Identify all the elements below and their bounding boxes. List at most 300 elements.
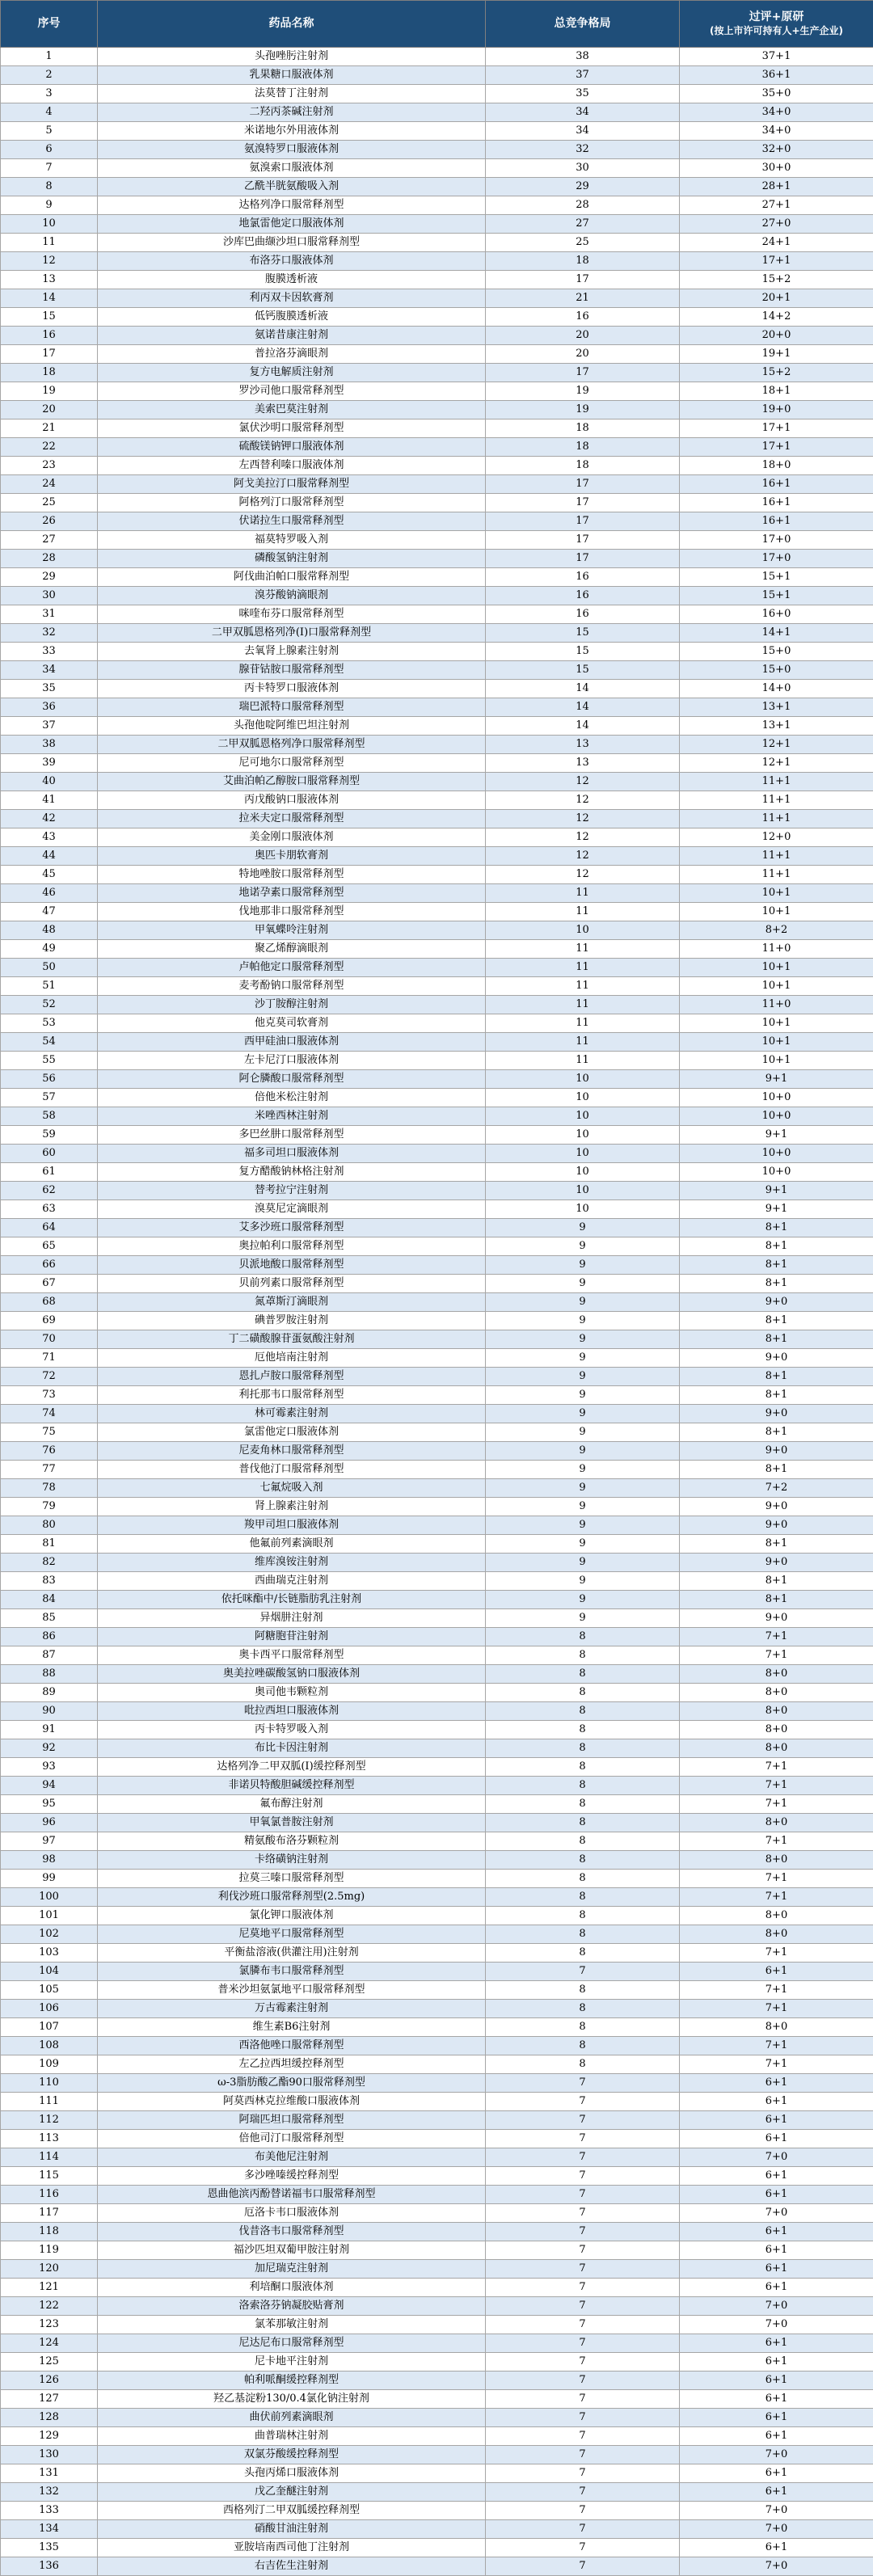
drug-name-cell: 奥拉帕利口服常释剂型: [98, 1237, 486, 1256]
total-competition-cell: 16: [486, 568, 680, 587]
approved-original-cell: 10+1: [680, 903, 873, 921]
table-row: [1, 2539, 873, 2557]
total-competition-cell: 16: [486, 605, 680, 624]
drug-name-cell: 利丙双卡因软膏剂: [98, 289, 486, 308]
approved-original-cell: 7+2: [680, 1479, 873, 1498]
row-index-cell: 68: [1, 1293, 98, 1312]
row-index-cell: 65: [1, 1237, 98, 1256]
drug-name-cell: 硝酸甘油注射剂: [98, 2520, 486, 2539]
approved-original-cell: 8+1: [680, 1237, 873, 1256]
row-index-cell: 21: [1, 419, 98, 438]
table-row: [1, 1739, 873, 1758]
row-index-cell: 73: [1, 1386, 98, 1405]
approved-original-cell: 36+1: [680, 66, 873, 85]
table-row: [1, 1981, 873, 2000]
table-row: [1, 2483, 873, 2502]
approved-original-cell: 11+0: [680, 940, 873, 959]
total-competition-cell: 9: [486, 1349, 680, 1368]
row-index-cell: 47: [1, 903, 98, 921]
approved-original-cell: 7+1: [680, 2037, 873, 2055]
table-row: [1, 196, 873, 215]
total-competition-cell: 17: [486, 475, 680, 494]
drug-name-cell: 氯伏沙明口服常释剂型: [98, 419, 486, 438]
drug-name-cell: 头孢他啶阿维巴坦注射剂: [98, 717, 486, 736]
table-row: [1, 1461, 873, 1479]
table-row: [1, 1312, 873, 1330]
table-row: [1, 234, 873, 252]
table-row: [1, 605, 873, 624]
drug-name-cell: 甲氧蝶呤注射剂: [98, 921, 486, 940]
row-index-cell: 95: [1, 1795, 98, 1814]
col-header-approved-plus-original: [680, 1, 873, 48]
total-competition-cell: 7: [486, 2409, 680, 2427]
drug-name-cell: 阿戈美拉汀口服常释剂型: [98, 475, 486, 494]
row-index-cell: 104: [1, 1963, 98, 1981]
approved-original-cell: 11+1: [680, 773, 873, 791]
approved-original-cell: 16+1: [680, 475, 873, 494]
total-competition-cell: 12: [486, 791, 680, 810]
table-row: [1, 773, 873, 791]
table-row: [1, 531, 873, 550]
approved-original-cell: 15+1: [680, 568, 873, 587]
approved-original-cell: 6+1: [680, 2464, 873, 2483]
row-index-cell: 102: [1, 1925, 98, 1944]
approved-original-cell: 6+1: [680, 2334, 873, 2353]
approved-original-cell: 6+1: [680, 2427, 873, 2446]
approved-original-cell: 14+1: [680, 624, 873, 643]
approved-original-cell: 7+1: [680, 2055, 873, 2074]
drug-name-cell: 达格列净口服常释剂型: [98, 196, 486, 215]
total-competition-cell: 16: [486, 308, 680, 327]
drug-name-cell: 普伐他汀口服常释剂型: [98, 1461, 486, 1479]
row-index-cell: 116: [1, 2186, 98, 2204]
table-row: [1, 921, 873, 940]
table-row: [1, 1814, 873, 1832]
total-competition-cell: 29: [486, 178, 680, 196]
row-index-cell: 80: [1, 1516, 98, 1535]
row-index-cell: 6: [1, 141, 98, 159]
row-index-cell: 124: [1, 2334, 98, 2353]
total-competition-cell: 7: [486, 2557, 680, 2576]
total-competition-cell: 8: [486, 1758, 680, 1777]
approved-original-cell: 12+1: [680, 736, 873, 754]
total-competition-cell: 8: [486, 1795, 680, 1814]
table-row: [1, 1145, 873, 1163]
drug-name-cell: 非诺贝特酸胆碱缓控释剂型: [98, 1777, 486, 1795]
table-row: [1, 2297, 873, 2316]
table-row: [1, 382, 873, 401]
approved-original-cell: 10+1: [680, 977, 873, 996]
table-row: [1, 178, 873, 196]
row-index-cell: 17: [1, 345, 98, 364]
total-competition-cell: 7: [486, 2260, 680, 2279]
total-competition-cell: 14: [486, 717, 680, 736]
drug-name-cell: 乳果糖口服液体剂: [98, 66, 486, 85]
approved-original-cell: 27+0: [680, 215, 873, 234]
approved-original-cell: 18+0: [680, 457, 873, 475]
row-index-cell: 24: [1, 475, 98, 494]
approved-original-cell: 9+0: [680, 1516, 873, 1535]
table-row: [1, 1609, 873, 1628]
table-row: [1, 1275, 873, 1293]
approved-original-cell: 17+0: [680, 531, 873, 550]
drug-name-cell: 福多司坦口服液体剂: [98, 1145, 486, 1163]
row-index-cell: 111: [1, 2093, 98, 2111]
row-index-cell: 15: [1, 308, 98, 327]
drug-name-cell: 奥卡西平口服常释剂型: [98, 1646, 486, 1665]
drug-name-cell: 西格列汀二甲双胍缓控释剂型: [98, 2502, 486, 2520]
total-competition-cell: 15: [486, 643, 680, 661]
drug-name-cell: 溴莫尼定滴眼剂: [98, 1200, 486, 1219]
approved-original-cell: 8+1: [680, 1219, 873, 1237]
row-index-cell: 53: [1, 1014, 98, 1033]
table-row: [1, 698, 873, 717]
drug-name-cell: 加尼瑞克注射剂: [98, 2260, 486, 2279]
drug-name-cell: 卢帕他定口服常释剂型: [98, 959, 486, 977]
drug-name-cell: 氨诺昔康注射剂: [98, 327, 486, 345]
row-index-cell: 119: [1, 2241, 98, 2260]
total-competition-cell: 13: [486, 736, 680, 754]
table-row: [1, 1163, 873, 1182]
total-competition-cell: 8: [486, 1665, 680, 1684]
row-index-cell: 128: [1, 2409, 98, 2427]
approved-original-cell: 28+1: [680, 178, 873, 196]
approved-original-cell: 11+1: [680, 791, 873, 810]
table-row: [1, 1535, 873, 1554]
total-competition-cell: 7: [486, 2167, 680, 2186]
approved-original-cell: 13+1: [680, 717, 873, 736]
row-index-cell: 79: [1, 1498, 98, 1516]
total-competition-cell: 8: [486, 1739, 680, 1758]
approved-original-cell: 27+1: [680, 196, 873, 215]
drug-name-cell: 利伐沙班口服常释剂型(2.5mg): [98, 1888, 486, 1907]
drug-name-cell: 腹膜透析液: [98, 271, 486, 289]
row-index-cell: 74: [1, 1405, 98, 1423]
drug-name-cell: 美金刚口服液体剂: [98, 828, 486, 847]
row-index-cell: 93: [1, 1758, 98, 1777]
row-index-cell: 16: [1, 327, 98, 345]
drug-name-cell: 布洛芬口服液体剂: [98, 252, 486, 271]
row-index-cell: 91: [1, 1721, 98, 1739]
drug-name-cell: 瑞巴派特口服常释剂型: [98, 698, 486, 717]
drug-name-cell: 左乙拉西坦缓控释剂型: [98, 2055, 486, 2074]
table-row: [1, 364, 873, 382]
drug-name-cell: 拉米夫定口服常释剂型: [98, 810, 486, 828]
table-row: [1, 512, 873, 531]
table-row: [1, 2464, 873, 2483]
total-competition-cell: 9: [486, 1609, 680, 1628]
row-index-cell: 9: [1, 196, 98, 215]
drug-name-cell: 头孢丙烯口服液体剂: [98, 2464, 486, 2483]
total-competition-cell: 9: [486, 1572, 680, 1591]
approved-original-cell: 10+0: [680, 1145, 873, 1163]
row-index-cell: 98: [1, 1851, 98, 1870]
approved-original-cell: 9+1: [680, 1182, 873, 1200]
total-competition-cell: 27: [486, 215, 680, 234]
row-index-cell: 87: [1, 1646, 98, 1665]
approved-original-cell: 9+0: [680, 1405, 873, 1423]
drug-name-cell: 福莫特罗吸入剂: [98, 531, 486, 550]
drug-name-cell: 替考拉宁注射剂: [98, 1182, 486, 1200]
approved-original-cell: 9+0: [680, 1554, 873, 1572]
table-row: [1, 1628, 873, 1646]
drug-name-cell: 尼麦角林口服常释剂型: [98, 1442, 486, 1461]
approved-original-cell: 8+1: [680, 1386, 873, 1405]
approved-original-cell: 9+0: [680, 1349, 873, 1368]
total-competition-cell: 10: [486, 1070, 680, 1089]
drug-name-cell: 肾上腺素注射剂: [98, 1498, 486, 1516]
approved-original-cell: 17+1: [680, 419, 873, 438]
table-row: [1, 2055, 873, 2074]
row-index-cell: 48: [1, 921, 98, 940]
drug-name-cell: 二羟丙茶碱注射剂: [98, 103, 486, 122]
approved-original-cell: 9+0: [680, 1498, 873, 1516]
total-competition-cell: 25: [486, 234, 680, 252]
table-row: [1, 847, 873, 866]
drug-name-cell: 奥匹卡朋软膏剂: [98, 847, 486, 866]
total-competition-cell: 8: [486, 1702, 680, 1721]
approved-original-cell: 15+0: [680, 643, 873, 661]
approved-original-cell: 10+1: [680, 959, 873, 977]
approved-original-cell: 14+0: [680, 680, 873, 698]
total-competition-cell: 7: [486, 2334, 680, 2353]
approved-original-cell: 15+1: [680, 587, 873, 605]
row-index-cell: 117: [1, 2204, 98, 2223]
approved-original-cell: 8+0: [680, 1684, 873, 1702]
table-row: [1, 457, 873, 475]
total-competition-cell: 13: [486, 754, 680, 773]
approved-original-cell: 18+1: [680, 382, 873, 401]
table-row: [1, 308, 873, 327]
approved-original-cell: 9+0: [680, 1609, 873, 1628]
approved-original-cell: 7+1: [680, 2000, 873, 2018]
drug-name-cell: 左西替利嗪口服液体剂: [98, 457, 486, 475]
drug-name-cell: 聚乙烯醇滴眼剂: [98, 940, 486, 959]
total-competition-cell: 9: [486, 1368, 680, 1386]
drug-name-cell: 阿伐曲泊帕口服常释剂型: [98, 568, 486, 587]
approved-original-cell: 9+0: [680, 1293, 873, 1312]
approved-original-cell: 8+1: [680, 1591, 873, 1609]
drug-name-cell: 阿仑膦酸口服常释剂型: [98, 1070, 486, 1089]
table-row: [1, 810, 873, 828]
table-row: [1, 2372, 873, 2390]
total-competition-cell: 9: [486, 1293, 680, 1312]
table-row: [1, 587, 873, 605]
row-index-cell: 18: [1, 364, 98, 382]
total-competition-cell: 9: [486, 1516, 680, 1535]
drug-name-cell: 丙卡特罗口服液体剂: [98, 680, 486, 698]
drug-name-cell: 厄他培南注射剂: [98, 1349, 486, 1368]
total-competition-cell: 7: [486, 2427, 680, 2446]
approved-original-cell: 19+0: [680, 401, 873, 419]
total-competition-cell: 7: [486, 2353, 680, 2372]
drug-name-cell: 丙戊酸钠口服液体剂: [98, 791, 486, 810]
table-row: [1, 327, 873, 345]
row-index-cell: 33: [1, 643, 98, 661]
approved-original-cell: 10+1: [680, 1033, 873, 1052]
table-row: [1, 959, 873, 977]
total-competition-cell: 35: [486, 85, 680, 103]
row-index-cell: 50: [1, 959, 98, 977]
drug-name-cell: 特地唑胺口服常释剂型: [98, 866, 486, 884]
total-competition-cell: 11: [486, 977, 680, 996]
drug-name-cell: 洛索洛芬钠凝胶贴膏剂: [98, 2297, 486, 2316]
approved-original-cell: 34+0: [680, 122, 873, 141]
approved-original-cell: 7+1: [680, 1944, 873, 1963]
approved-original-cell: 8+1: [680, 1330, 873, 1349]
row-index-cell: 135: [1, 2539, 98, 2557]
table-row: [1, 419, 873, 438]
drug-name-cell: 头孢唑肟注射剂: [98, 48, 486, 66]
table-row: [1, 401, 873, 419]
drug-name-cell: 布美他尼注射剂: [98, 2148, 486, 2167]
table-row: [1, 2390, 873, 2409]
drug-name-cell: 西曲瑞克注射剂: [98, 1572, 486, 1591]
approved-original-cell: 7+0: [680, 2148, 873, 2167]
table-row: [1, 1200, 873, 1219]
approved-original-cell: 10+1: [680, 1014, 873, 1033]
table-row: [1, 2204, 873, 2223]
total-competition-cell: 11: [486, 884, 680, 903]
drug-name-cell: 去氧肾上腺素注射剂: [98, 643, 486, 661]
table-row: [1, 1758, 873, 1777]
total-competition-cell: 8: [486, 1944, 680, 1963]
table-row: [1, 494, 873, 512]
drug-name-cell: 硫酸镁钠钾口服液体剂: [98, 438, 486, 457]
table-row: [1, 1498, 873, 1516]
table-row: [1, 1479, 873, 1498]
approved-original-cell: 10+1: [680, 884, 873, 903]
row-index-cell: 132: [1, 2483, 98, 2502]
approved-original-cell: 10+0: [680, 1089, 873, 1107]
table-row: [1, 159, 873, 178]
total-competition-cell: 12: [486, 847, 680, 866]
row-index-cell: 100: [1, 1888, 98, 1907]
total-competition-cell: 9: [486, 1312, 680, 1330]
table-row: [1, 1665, 873, 1684]
table-row: [1, 1256, 873, 1275]
drug-name-cell: 帕利哌酮缓控释剂型: [98, 2372, 486, 2390]
row-index-cell: 22: [1, 438, 98, 457]
approved-original-cell: 7+1: [680, 1888, 873, 1907]
total-competition-cell: 7: [486, 2446, 680, 2464]
table-row: [1, 828, 873, 847]
row-index-cell: 59: [1, 1126, 98, 1145]
approved-original-cell: 8+1: [680, 1423, 873, 1442]
row-index-cell: 14: [1, 289, 98, 308]
approved-original-cell: 17+1: [680, 438, 873, 457]
drug-name-cell: 奥司他韦颗粒剂: [98, 1684, 486, 1702]
total-competition-cell: 8: [486, 1646, 680, 1665]
table-row: [1, 2148, 873, 2167]
approved-original-cell: 8+1: [680, 1368, 873, 1386]
total-competition-cell: 7: [486, 2204, 680, 2223]
approved-original-cell: 11+1: [680, 847, 873, 866]
approved-original-cell: 15+2: [680, 271, 873, 289]
drug-name-cell: 异烟肼注射剂: [98, 1609, 486, 1628]
total-competition-cell: 11: [486, 1033, 680, 1052]
drug-name-cell: 米诺地尔外用液体剂: [98, 122, 486, 141]
drug-name-cell: 贝派地酸口服常释剂型: [98, 1256, 486, 1275]
approved-original-cell: 30+0: [680, 159, 873, 178]
total-competition-cell: 7: [486, 2279, 680, 2297]
row-index-cell: 115: [1, 2167, 98, 2186]
approved-original-cell: 7+0: [680, 2316, 873, 2334]
drug-name-cell: 碘普罗胺注射剂: [98, 1312, 486, 1330]
row-index-cell: 55: [1, 1052, 98, 1070]
drug-name-cell: 倍他司汀口服常释剂型: [98, 2130, 486, 2148]
total-competition-cell: 7: [486, 2520, 680, 2539]
table-row: [1, 2111, 873, 2130]
drug-name-cell: 恩曲他滨丙酚替诺福韦口服常释剂型: [98, 2186, 486, 2204]
table-row: [1, 1219, 873, 1237]
approved-original-cell: 32+0: [680, 141, 873, 159]
row-index-cell: 83: [1, 1572, 98, 1591]
drug-name-cell: 伐昔洛韦口服常释剂型: [98, 2223, 486, 2241]
row-index-cell: 29: [1, 568, 98, 587]
drug-name-cell: 平衡盐溶液(供灌注用)注射剂: [98, 1944, 486, 1963]
table-row: [1, 1014, 873, 1033]
row-index-cell: 40: [1, 773, 98, 791]
drug-name-cell: 氨溴特罗口服液体剂: [98, 141, 486, 159]
row-index-cell: 36: [1, 698, 98, 717]
drug-name-cell: 氯雷他定口服液体剂: [98, 1423, 486, 1442]
total-competition-cell: 7: [486, 2130, 680, 2148]
total-competition-cell: 7: [486, 2316, 680, 2334]
drug-name-cell: 复方醋酸钠林格注射剂: [98, 1163, 486, 1182]
total-competition-cell: 37: [486, 66, 680, 85]
drug-name-cell: 阿瑞匹坦口服常释剂型: [98, 2111, 486, 2130]
row-index-cell: 110: [1, 2074, 98, 2093]
total-competition-cell: 9: [486, 1423, 680, 1442]
table-row: [1, 1237, 873, 1256]
total-competition-cell: 32: [486, 141, 680, 159]
table-row: [1, 345, 873, 364]
approved-original-cell: 6+1: [680, 2539, 873, 2557]
table-row: [1, 122, 873, 141]
total-competition-cell: 17: [486, 494, 680, 512]
drug-name-cell: 七氟烷吸入剂: [98, 1479, 486, 1498]
table-row: [1, 2446, 873, 2464]
drug-name-cell: 西甲硅油口服液体剂: [98, 1033, 486, 1052]
approved-original-cell: 9+0: [680, 1442, 873, 1461]
approved-original-cell: 7+0: [680, 2502, 873, 2520]
row-index-cell: 123: [1, 2316, 98, 2334]
table-row: [1, 1516, 873, 1535]
approved-original-cell: 20+1: [680, 289, 873, 308]
drug-name-cell: 布比卡因注射剂: [98, 1739, 486, 1758]
approved-original-cell: 7+1: [680, 1832, 873, 1851]
drug-name-cell: 沙库巴曲缬沙坦口服常释剂型: [98, 234, 486, 252]
drug-name-cell: 罗沙司他口服常释剂型: [98, 382, 486, 401]
row-index-cell: 46: [1, 884, 98, 903]
approved-original-cell: 16+1: [680, 494, 873, 512]
approved-original-cell: 7+1: [680, 1981, 873, 2000]
row-index-cell: 35: [1, 680, 98, 698]
total-competition-cell: 19: [486, 401, 680, 419]
table-row: [1, 2502, 873, 2520]
table-row: [1, 1646, 873, 1665]
total-competition-cell: 8: [486, 1851, 680, 1870]
approved-original-cell: 6+1: [680, 2167, 873, 2186]
row-index-cell: 131: [1, 2464, 98, 2483]
total-competition-cell: 14: [486, 698, 680, 717]
approved-original-cell: 8+1: [680, 1256, 873, 1275]
approved-original-cell: 6+1: [680, 2390, 873, 2409]
row-index-cell: 81: [1, 1535, 98, 1554]
total-competition-cell: 8: [486, 1870, 680, 1888]
drug-name-cell: 尼卡地平注射剂: [98, 2353, 486, 2372]
